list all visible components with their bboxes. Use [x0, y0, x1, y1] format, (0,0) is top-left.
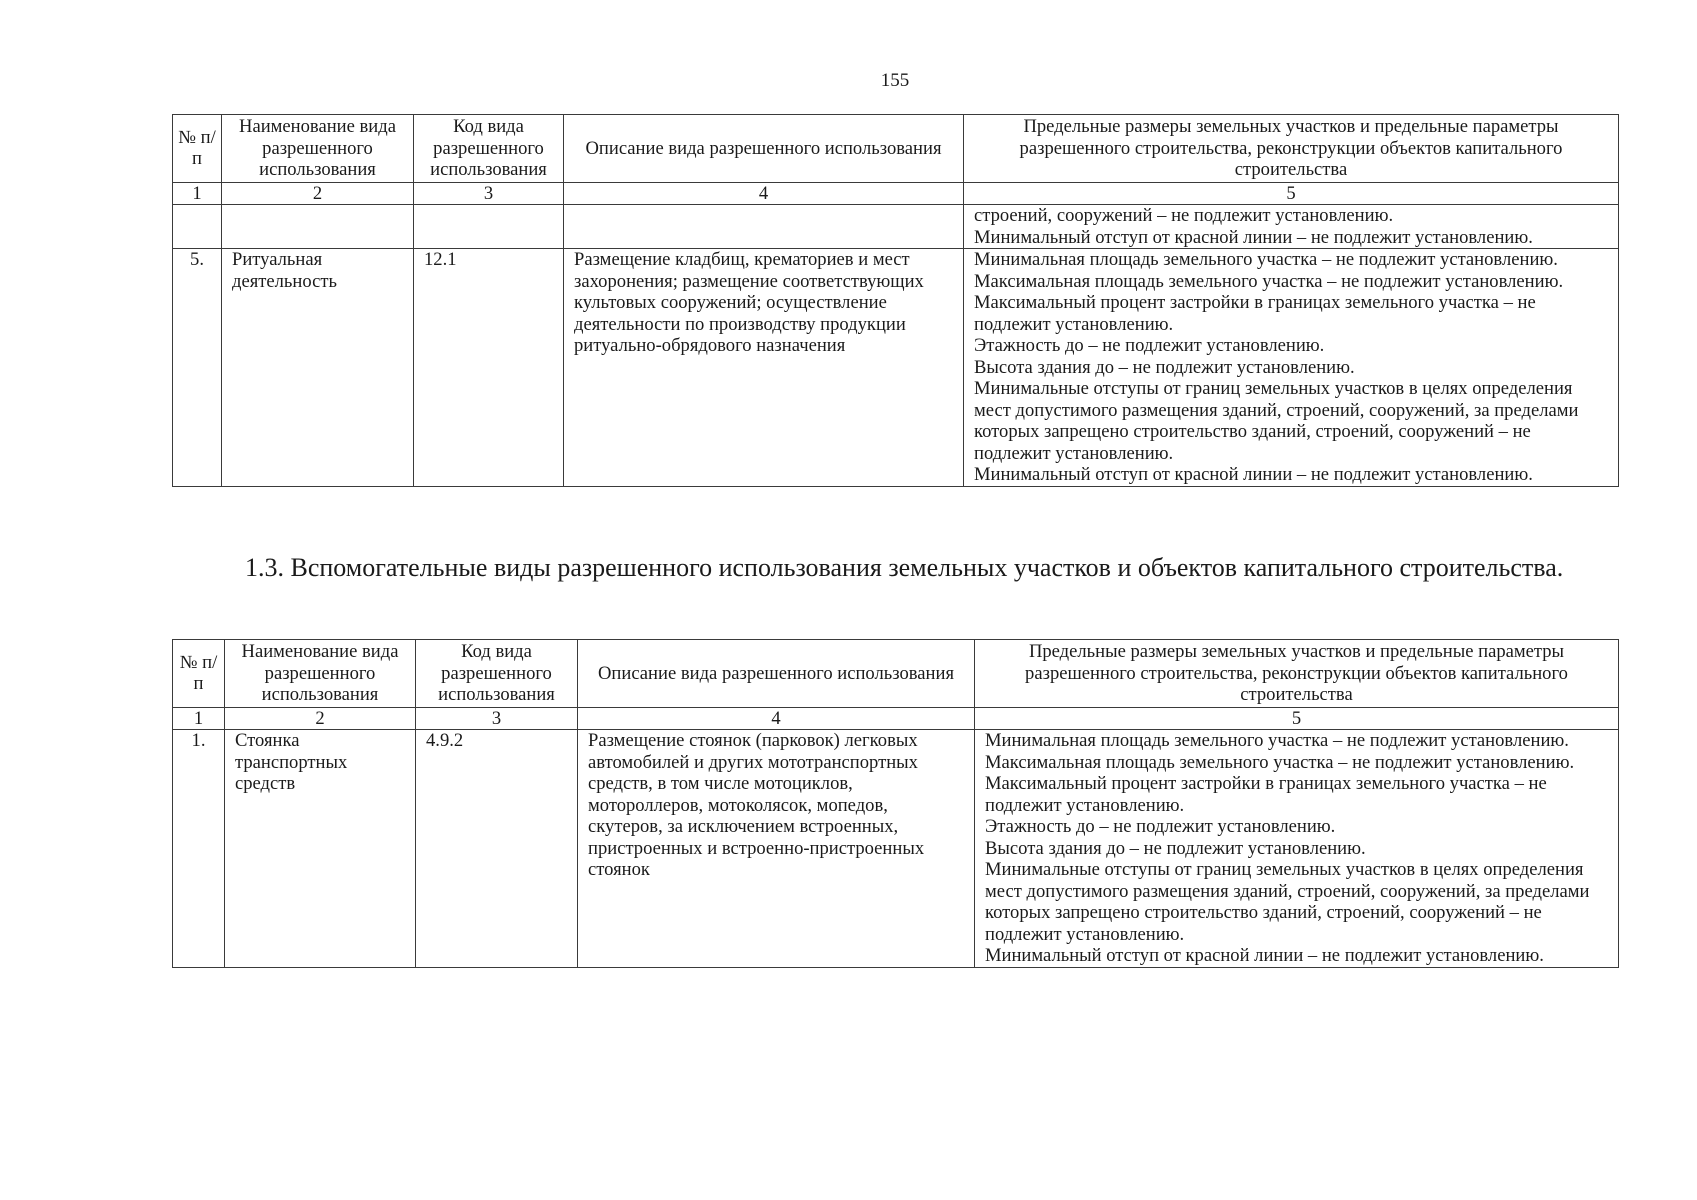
table-auxiliary-uses [172, 639, 1619, 968]
column-number: 2 [222, 182, 414, 205]
row-params [975, 730, 1619, 968]
column-number: 5 [975, 707, 1619, 730]
param-text: Высота здания до – не подлежит установлению. [985, 837, 1366, 859]
row-description: Размещение стоянок (парковок) легковых автомобилей и других мототранспортных средств, в том числе мотоциклов, мотороллеров, мотоколясок, мопедов, скутеров, за исключением встроенных, пристроенных и встроенно-пристроенных стоянок [578, 730, 975, 968]
row-description: Размещение кладбищ, крематориев и мест захоронения; размещение соответствующих культовых сооружений; осуществление деятельности по производству продукции ритуально-обрядового назначения [564, 249, 964, 487]
param-text: Максимальный процент застройки в границах земельного участка – не подлежит установлению. [985, 773, 1547, 816]
table-row [173, 730, 1619, 968]
param-text: Этажность до – не подлежит установлению. [985, 816, 1336, 837]
param-text: Минимальная площадь земельного участка – не подлежит установлению. [974, 249, 1558, 270]
page-number: 155 [880, 70, 910, 91]
param-text: Минимальные отступы от границ земельных участков в целях определения мест допустимого размещения зданий, строений, сооружений, за пределами которых запрещено строительство зданий, строений, сооружений – не подлежит установлению. [974, 378, 1579, 464]
column-number: 3 [416, 707, 578, 730]
column-number-row [173, 707, 1619, 730]
param-text: Минимальная площадь земельного участка – не подлежит установлению. [985, 730, 1569, 751]
param-line: Минимальный отступ от красной линии – не подлежит установлению. [974, 226, 1533, 248]
header-number: № п/п [173, 640, 225, 708]
param-text: Минимальный отступ от красной линии – не подлежит установлению. [974, 464, 1533, 485]
param-text: Минимальные отступы от границ земельных участков в целях определения мест допустимого размещения зданий, строений, сооружений, за пределами которых запрещено строительство зданий, строений, сооружений – не подлежит установлению. [985, 859, 1590, 945]
header-description: Описание вида разрешенного использования [564, 115, 964, 183]
column-number: 3 [414, 182, 564, 205]
column-number-row [173, 182, 1619, 205]
column-number: 1 [173, 182, 222, 205]
row-params [964, 249, 1619, 487]
column-number: 4 [578, 707, 975, 730]
column-number: 2 [225, 707, 416, 730]
row-number: 1. [173, 730, 225, 968]
table-row [173, 249, 1619, 487]
header-params: Предельные размеры земельных участков и предельные параметры разрешенного строительства, реконструкции объектов капитального строительства [975, 640, 1619, 708]
table-header-row [173, 115, 1619, 183]
row-code: 12.1 [414, 249, 564, 487]
param-text: Этажность до – не подлежит установлению. [974, 335, 1325, 356]
param-text: Минимальный отступ от красной линии – не подлежит установлению. [985, 945, 1544, 966]
table-header-row [173, 640, 1619, 708]
row-code: 4.9.2 [416, 730, 578, 968]
row-name: Стоянка транспортных средств [225, 730, 416, 968]
row-number: 5. [173, 249, 222, 487]
header-description: Описание вида разрешенного использования [578, 640, 975, 708]
continuation-params [964, 205, 1619, 249]
param-text: Максимальный процент застройки в границах земельного участка – не подлежит установлению. [974, 292, 1536, 335]
column-number: 5 [964, 182, 1619, 205]
header-code: Код вида разрешенного использования [416, 640, 578, 708]
param-line: строений, сооружений – не подлежит установлению. [974, 205, 1394, 226]
header-name: Наименование вида разрешенного использования [225, 640, 416, 708]
column-number: 1 [173, 707, 225, 730]
header-number: № п/п [173, 115, 222, 183]
table-main-uses [172, 114, 1619, 487]
header-params: Предельные размеры земельных участков и предельные параметры разрешенного строительства, реконструкции объектов капитального строительства [964, 115, 1619, 183]
column-number: 4 [564, 182, 964, 205]
param-text: Максимальная площадь земельного участка – не подлежит установлению. [974, 270, 1564, 292]
row-name: Ритуальная деятельность [222, 249, 414, 487]
table-continuation-row [173, 205, 1619, 249]
header-name: Наименование вида разрешенного использования [222, 115, 414, 183]
param-text: Максимальная площадь земельного участка – не подлежит установлению. [985, 751, 1575, 773]
param-text: Высота здания до – не подлежит установлению. [974, 356, 1355, 378]
header-code: Код вида разрешенного использования [414, 115, 564, 183]
section-heading: 1.3. Вспомогательные виды разрешенного использования земельных участков и объектов капитального строительства. [245, 553, 1564, 582]
